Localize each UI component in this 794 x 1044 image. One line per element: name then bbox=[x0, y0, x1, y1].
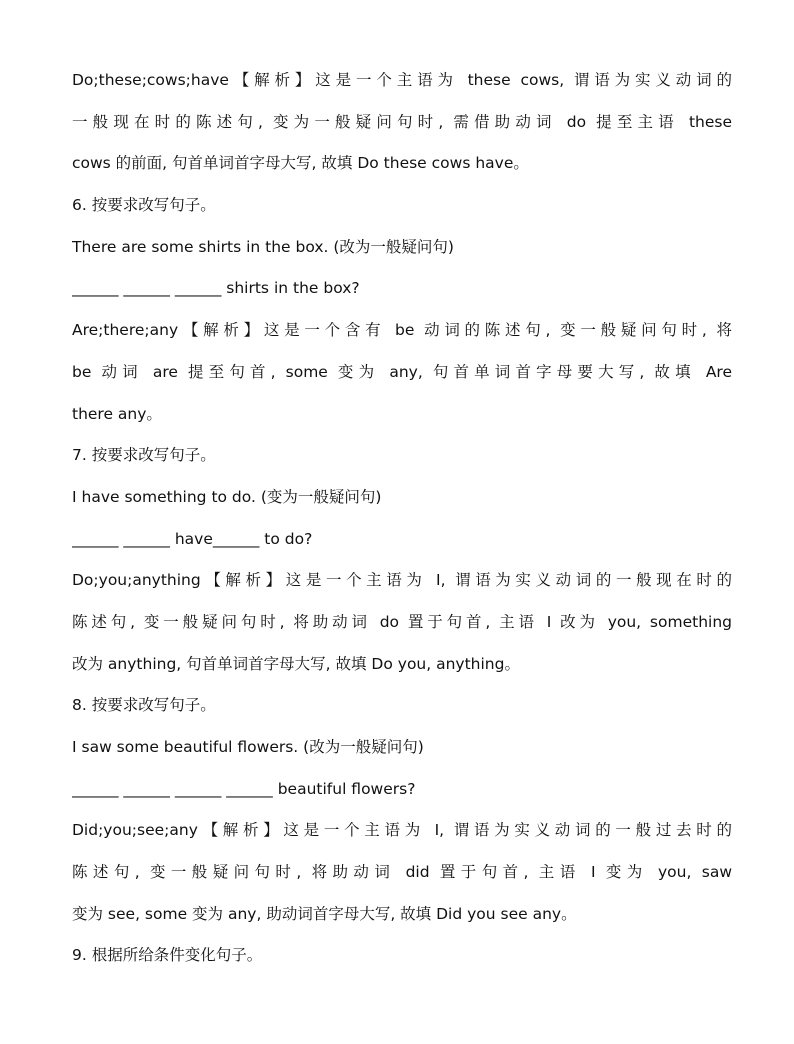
fill-blank-line: ______ ______ have______ to do? bbox=[72, 529, 313, 548]
question-heading: 9. 根据所给条件变化句子。 bbox=[72, 946, 263, 965]
answer-line: 陈述句, 变一般疑问句时, 将助动词 do 置于句首, 主语 I 改为 you, something bbox=[72, 612, 732, 631]
answer-line: be 动词 are 提至句首, some 变为 any, 句首单词首字母要大写, 故填 Are bbox=[72, 362, 732, 381]
fill-blank-line: ______ ______ ______ shirts in the box? bbox=[72, 279, 360, 298]
answer-line: there any。 bbox=[72, 404, 162, 423]
question-sentence: There are some shirts in the box. (改为一般疑问句) bbox=[72, 237, 454, 256]
document-page bbox=[72, 60, 732, 977]
question-heading: 7. 按要求改写句子。 bbox=[72, 446, 216, 465]
answer-line: Do;you;anything【解析】这是一个主语为 I, 谓语为实义动词的一般现在时的 bbox=[72, 571, 732, 590]
question-sentence: I saw some beautiful flowers. (改为一般疑问句) bbox=[72, 738, 424, 756]
question-heading: 8. 按要求改写句子。 bbox=[72, 696, 216, 715]
fill-blank-line: ______ ______ ______ ______ beautiful flowers? bbox=[72, 779, 416, 798]
answer-line: 一般现在时的陈述句, 变为一般疑问句时, 需借助动词 do 提至主语 these bbox=[72, 112, 732, 131]
answer-line: 陈述句, 变一般疑问句时, 将助动词 did 置于句首, 主语 I 变为 you, saw bbox=[72, 863, 732, 882]
answer-line: 变为 see, some 变为 any, 助动词首字母大写, 故填 Did you see any。 bbox=[72, 904, 577, 923]
question-heading: 6. 按要求改写句子。 bbox=[72, 196, 216, 215]
answer-line: Did;you;see;any【解析】这是一个主语为 I, 谓语为实义动词的一般过去时的 bbox=[72, 821, 732, 840]
answer-line: Do;these;cows;have【解析】这是一个主语为 these cows, 谓语为实义动词的 bbox=[72, 71, 732, 89]
answer-line: cows 的前面, 句首单词首字母大写, 故填 Do these cows have。 bbox=[72, 154, 529, 173]
answer-line: Are;there;any【解析】这是一个含有 be 动词的陈述句, 变一般疑问句时, 将 bbox=[72, 321, 732, 340]
answer-line: 改为 anything, 句首单词首字母大写, 故填 Do you, anything。 bbox=[72, 654, 520, 673]
question-sentence: I have something to do. (变为一般疑问句) bbox=[72, 487, 382, 506]
